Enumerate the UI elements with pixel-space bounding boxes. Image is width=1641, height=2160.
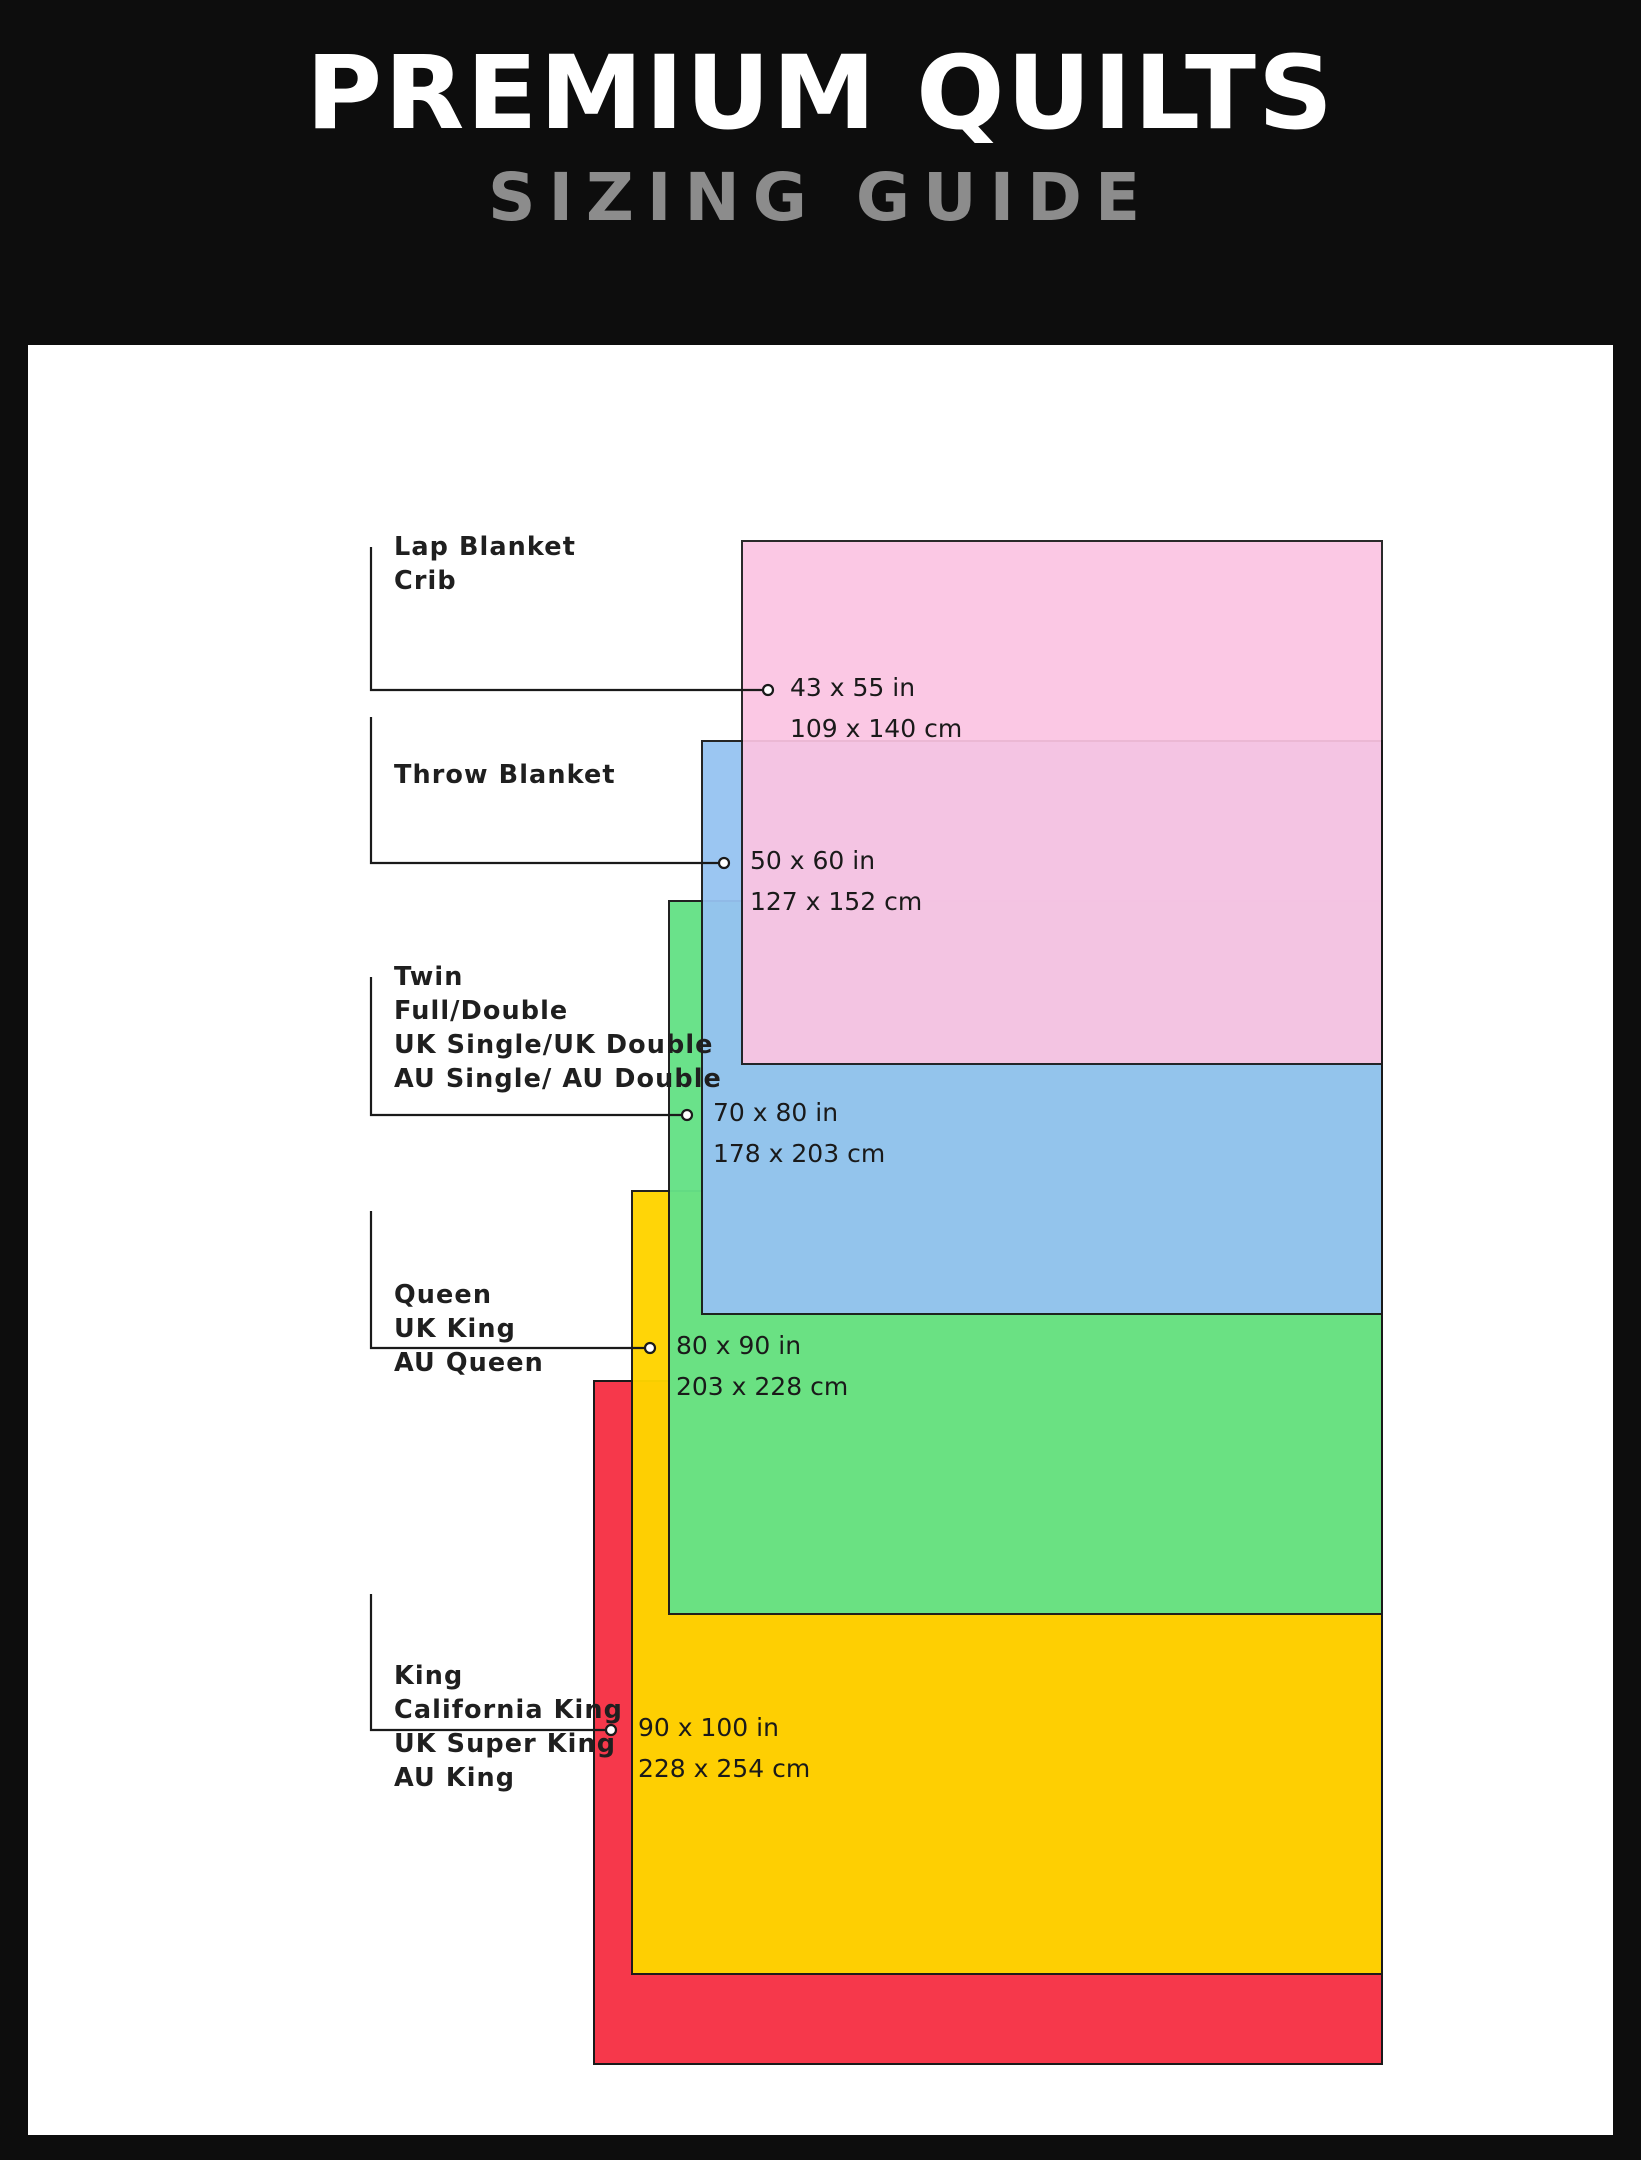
label-queen: Queen — [394, 1280, 493, 1310]
dimension-twin-full-in: 70 x 80 in — [713, 1098, 839, 1127]
size-diagram — [28, 345, 1613, 2135]
leader-lines — [28, 345, 1613, 2135]
dimension-lap-crib-in: 43 x 55 in — [790, 673, 916, 702]
category-label-king — [394, 1659, 623, 1795]
dimension-throw — [750, 840, 922, 922]
label-twin: Twin — [394, 962, 464, 992]
dimension-queen-cm: 203 x 228 cm — [676, 1372, 849, 1401]
dimension-queen-in: 80 x 90 in — [676, 1331, 802, 1360]
dimension-king — [638, 1707, 810, 1789]
label-au-king: AU King — [394, 1763, 516, 1793]
category-label-lap-crib — [394, 530, 576, 598]
label-uk-single-double: UK Single/UK Double — [394, 1030, 714, 1060]
dimension-throw-in: 50 x 60 in — [750, 846, 876, 875]
header — [0, 0, 1641, 330]
label-crib: Crib — [394, 566, 457, 596]
category-label-throw — [394, 758, 616, 792]
dimension-lap-crib — [790, 667, 962, 749]
dimension-lap-crib-cm: 109 x 140 cm — [790, 714, 963, 743]
dimension-twin-full-cm: 178 x 203 cm — [713, 1139, 886, 1168]
dimension-king-cm: 228 x 254 cm — [638, 1754, 811, 1783]
dimension-twin-full — [713, 1092, 885, 1174]
page-title: PREMIUM QUILTS — [305, 34, 1336, 153]
label-au-single-double: AU Single/ AU Double — [394, 1064, 722, 1094]
label-uk-king: UK King — [394, 1314, 516, 1344]
label-au-queen: AU Queen — [394, 1348, 544, 1378]
label-throw-blanket: Throw Blanket — [394, 760, 616, 790]
label-lap-blanket: Lap Blanket — [394, 532, 576, 562]
dimension-throw-cm: 127 x 152 cm — [750, 887, 923, 916]
dimension-king-in: 90 x 100 in — [638, 1713, 779, 1742]
label-california-king: California King — [394, 1695, 623, 1725]
label-full-double: Full/Double — [394, 996, 569, 1026]
label-king: King — [394, 1661, 464, 1691]
diagram-canvas — [28, 345, 1613, 2135]
category-label-twin-full — [394, 960, 722, 1096]
category-label-queen — [394, 1278, 544, 1380]
page-subtitle: SIZING GUIDE — [487, 159, 1154, 236]
label-uk-super-king: UK Super King — [394, 1729, 617, 1759]
dimension-queen — [676, 1325, 848, 1407]
